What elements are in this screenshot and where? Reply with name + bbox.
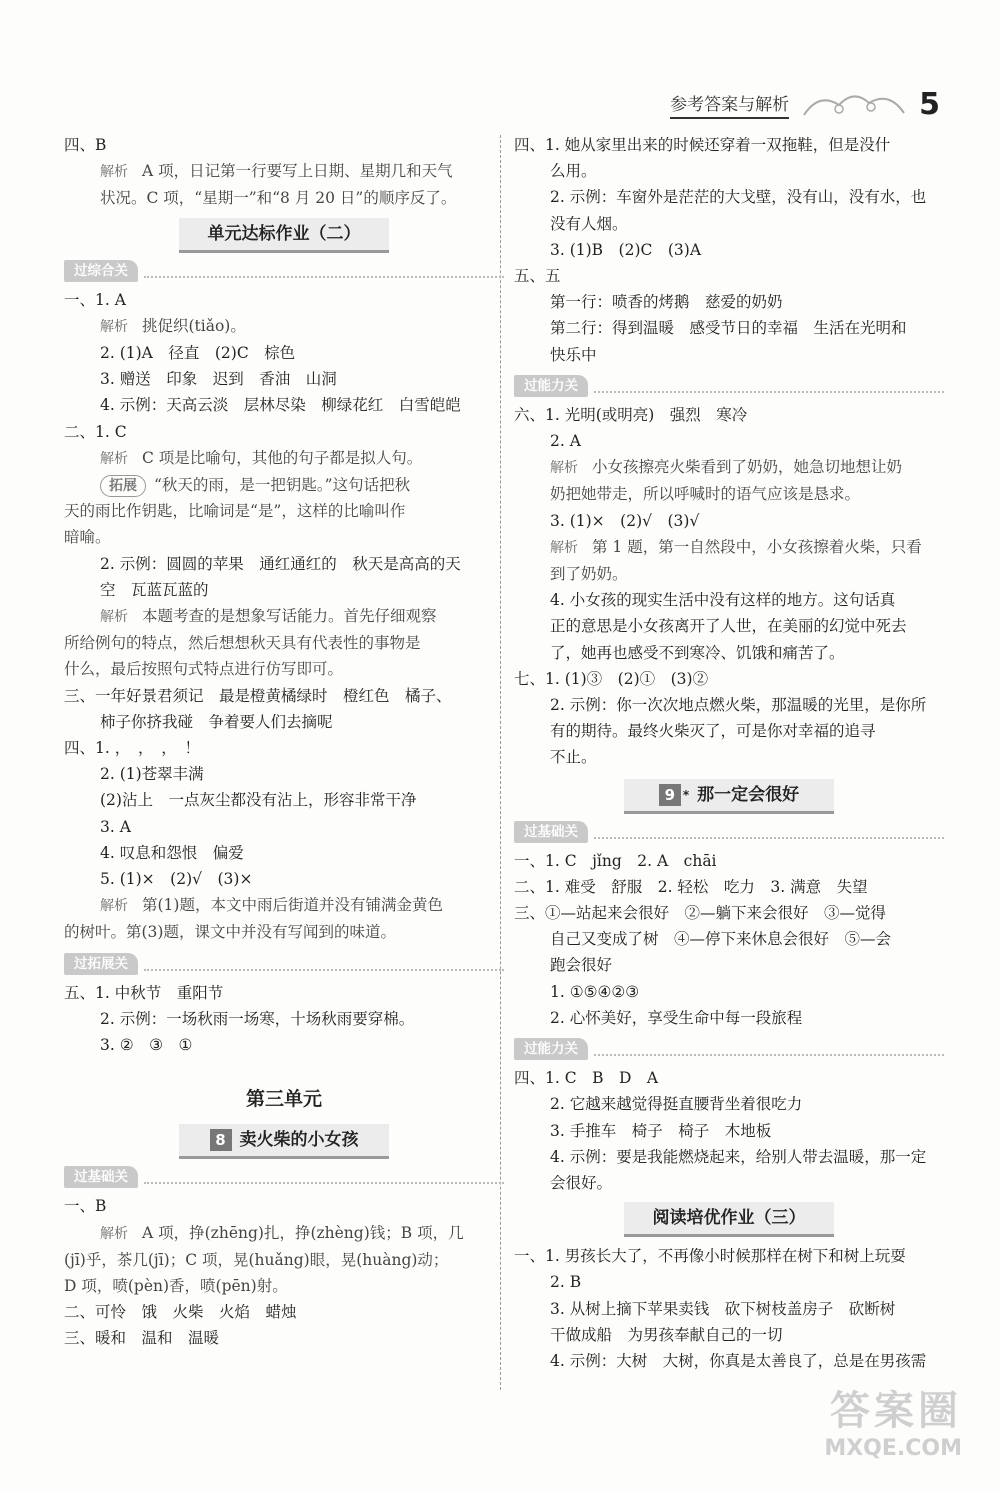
section-tag: 过能力关 [514,1038,588,1060]
answer-line: 4. 小女孩的现实生活中没有这样的地方。这句话真 [550,591,896,610]
answer-line: 3. 赠送 印象 迟到 香油 山洞 [100,370,337,389]
answer-line: 有的期待。最终火柴灭了，可是你对幸福的追寻 [550,722,876,741]
answer-line: 3. 从树上摘下苹果卖钱 砍下树枝盖房子 砍断树 [550,1299,896,1318]
section-tag-row [514,374,944,398]
answer-line: 四、1. ， ， ， ！ [64,739,200,758]
header-title: 参考答案与解析 [670,90,789,119]
answer-line: 2. 心怀美好，享受生命中每一段旅程 [550,1008,803,1027]
explanation-line: (jī)乎，茶几(jī)；C 项，晃(huǎng)眼，晃(huàng)动； [64,1250,449,1269]
page-number: 5 [919,86,940,122]
section-tag-row [514,820,944,844]
page-header [670,86,940,122]
answer-line: 跑会很好 [550,956,613,975]
section-tag: 过拓展关 [64,953,138,975]
answer-line: 自己又变成了树 ④—停下来休息会很好 ⑤—会 [550,930,892,949]
decoration-doodle-icon [799,87,909,121]
extension-tag: 拓展 [100,475,146,497]
answer-line: 2. (1)苍翠丰满 [100,765,204,784]
answer-line: 二、可怜 饿 火柴 火焰 蜡烛 [64,1303,297,1322]
explanation-line: 解析 挑促织(tiǎo)。 [100,316,246,335]
answer-line: 不止。 [550,748,597,767]
explanation-line: 解析 A 项，挣(zhēng)扎，挣(zhèng)钱；B 项，几 [100,1223,464,1242]
explanation-line: 解析 小女孩擦亮火柴看到了奶奶，她急切地想让奶 [550,458,903,477]
explanation-line: 状况。C 项，“星期一”和“8 月 20 日”的顺序反了。 [100,189,457,208]
answer-line: 空 瓦蓝瓦蓝的 [100,580,209,599]
answer-line: 3. (1)B (2)C (3)A [550,240,702,259]
answer-line: 五、五 [514,267,561,286]
answer-line: 2. 它越来越觉得挺直腰背坐着很吃力 [550,1095,803,1114]
answer-line: (2)沾上 一点灰尘都没有沾上，形容非常干净 [100,791,417,810]
lesson-title [624,779,834,814]
section-title: 阅读培优作业（三） [624,1202,834,1237]
lesson-name: 卖火柴的小女孩 [239,1130,359,1151]
answer-line: 4. 叹息和怨恨 偏爱 [100,843,244,862]
answer-line: 么用。 [550,162,597,181]
answer-line: 第一行：喷香的烤鹅 慈爱的奶奶 [550,293,783,312]
extension-line: 拓展 “秋天的雨，是一把钥匙。”这句话把秋 [64,472,504,498]
explanation-line: 解析 第 1 题，第一自然段中，小女孩擦着火柴，只看 [550,537,922,556]
answer-line: 会很好。 [550,1173,613,1192]
left-column [64,132,504,1352]
section-tag: 过能力关 [514,375,588,397]
explanation-line: 解析 第(1)题，本文中雨后街道并没有铺满金黄色 [100,896,443,915]
answer-line: 五、1. 中秋节 重阳节 [64,983,224,1002]
section-tag: 过基础关 [64,1166,138,1188]
answer-line: 2. 示例：你一次次地点燃火柴，那温暖的光里，是你所 [550,696,927,715]
section-tag-row [64,1165,504,1189]
answer-line: 一、B [64,1197,107,1216]
answer-line: 4. 示例：大树 大树，你真是太善良了，总是在男孩需 [550,1351,927,1370]
answer-line: 2. (1)A 径直 (2)C 棕色 [100,344,296,363]
section-tag-row [64,259,504,283]
answer-line: 三、①—站起来会很好 ②—躺下来会很好 ③—觉得 [514,904,887,923]
answer-line: 干做成船 为男孩奉献自己的一切 [550,1325,783,1344]
explanation-line: 解析 本题考查的是想象写话能力。首先仔细观察 [100,607,437,626]
explanation-line: 到了奶奶。 [550,565,628,584]
answer-line: 正的意思是小女孩离开了人世，在美丽的幻觉中死去 [550,617,907,636]
answer-line: 二、1. 难受 舒服 2. 轻松 吃力 3. 满意 失望 [514,877,868,896]
lesson-number: 9 [659,784,681,806]
answer-line: 2. B [550,1273,582,1292]
answer-line: 5. (1)× (2)√ (3)× [100,870,253,889]
answer-line: 三、暖和 温和 温暖 [64,1329,220,1348]
answer-line: 七、1. (1)③ (2)① (3)② [514,669,709,688]
answer-line: 柿子你挤我碰 争着要人们去摘呢 [100,712,333,731]
lesson-name: 那一定会很好 [697,784,800,805]
answer-line: 六、1. 光明(或明亮) 强烈 寒冷 [514,405,748,424]
explanation-line: 什么，最后按照句式特点进行仿写即可。 [64,660,344,679]
section-title: 单元达标作业（二） [179,218,389,253]
answer-line: 第二行：得到温暖 感受节日的幸福 生活在光明和 [550,319,907,338]
answer-line: 3. 手推车 椅子 椅子 木地板 [550,1121,772,1140]
explanation-line: D 项，喷(pèn)香，喷(pēn)射。 [64,1276,288,1295]
answer-line: 3. A [100,817,131,836]
answer-line: 一、1. A [64,290,126,309]
answer-line: 没有人烟。 [550,214,628,233]
answer-line: 一、1. 男孩长大了，不再像小时候那样在树下和树上玩耍 [514,1247,906,1266]
extension-line: 天的雨比作钥匙，比喻词是“是”，这样的比喻叫作 [64,502,406,521]
section-tag-row [64,952,504,976]
lesson-number: 8 [210,1129,232,1151]
answer-line: 3. ② ③ ① [100,1036,193,1055]
answer-line: 快乐中 [550,345,597,364]
section-tag: 过综合关 [64,260,138,282]
answer-line: 四、B [64,136,107,154]
watermark-logo: 答案圈 MXQE.COM [824,1388,962,1461]
explanation-line: 所给例句的特点，然后想想秋天具有代表性的事物是 [64,634,421,653]
explanation-line: 的树叶。第(3)题，课文中并没有写闻到的味道。 [64,923,396,942]
answer-line: 3. (1)× (2)√ (3)√ [550,511,700,530]
answer-line: 2. 示例：车窗外是茫茫的大戈壁，没有山，没有水，也 [550,188,927,207]
answer-line: 1. ①⑤④②③ [550,982,640,1001]
right-column [514,132,944,1374]
answer-line: 一、1. C jǐng 2. A chāi [514,851,717,870]
extension-line: 暗喻。 [64,528,111,547]
section-tag: 过基础关 [514,821,588,843]
answer-line: 二、1. C [64,422,127,441]
explanation-line: 奶把她带走，所以呼喊时的语气应该是恳求。 [550,485,861,504]
answer-line: 2. 示例：一场秋雨一场寒，十场秋雨要穿棉。 [100,1009,415,1028]
answer-line: 2. 示例：圆圆的苹果 通红通红的 秋天是高高的天 [100,554,461,573]
unit-title: 第三单元 [245,1088,322,1111]
answer-line: 4. 示例：要是我能燃烧起来，给别人带去温暖，那一定 [550,1147,927,1166]
answer-line: 了，她再也感受不到寒冷、饥饿和痛苦了。 [550,643,845,662]
answer-line: 四、1. C B D A [514,1069,659,1088]
section-tag-row [514,1037,944,1061]
answer-line: 4. 示例：天高云淡 层林尽染 柳绿花红 白雪皑皑 [100,396,461,415]
answer-line: 2. A [550,432,581,451]
explanation-line: 解析 C 项是比喻句，其他的句子都是拟人句。 [100,448,423,467]
answer-line: 四、1. 她从家里出来的时候还穿着一双拖鞋，但是没什 [514,136,891,154]
answer-line: 三、一年好景君须记 最是橙黄橘绿时 橙红色 橘子、 [64,686,452,705]
explanation-line: 解析 A 项，日记第一行要写上日期、星期几和天气 [100,162,453,181]
lesson-star: * [682,787,690,802]
lesson-title [179,1124,389,1159]
